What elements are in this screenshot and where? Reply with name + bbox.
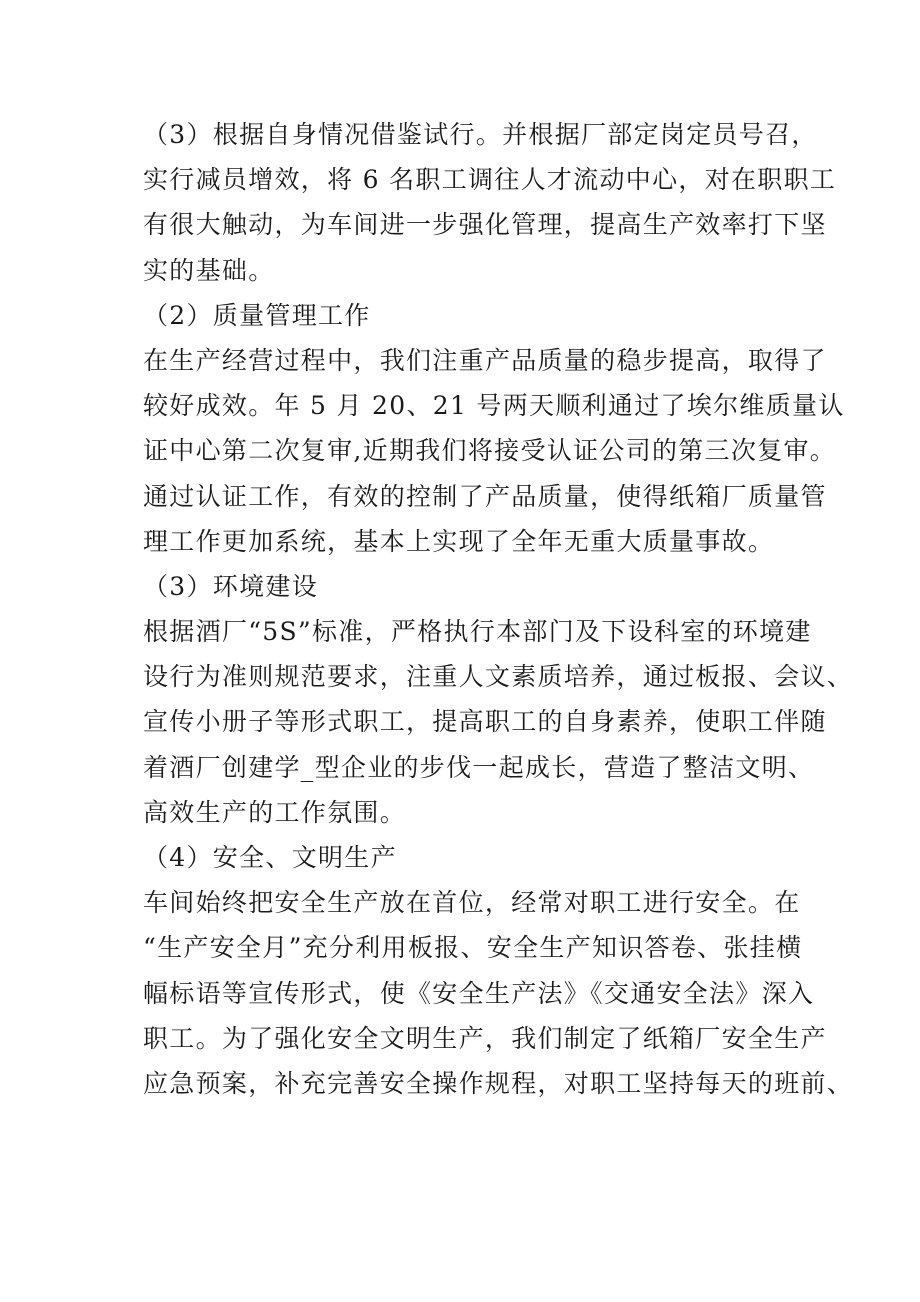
- text-line: 实的基础。: [143, 255, 275, 285]
- text-line: 根据酒厂“5S”标准，严格执行本部门及下设科室的环境建: [143, 617, 812, 647]
- text-line: 实行减员增效，将 6 名职工调往人才流动中心，对在职职工: [143, 165, 837, 195]
- text-line: 宣传小册子等形式职工，提高职工的自身素养，使职工伴随: [143, 707, 827, 737]
- text-line: （3）根据自身情况借鉴试行。并根据厂部定岗定员号召，: [143, 120, 818, 149]
- text-line: 设行为准则规范要求，注重人文素质培养，通过板报、会议、: [143, 662, 854, 692]
- text-line: 着酒厂创建学_型企业的步伐一起成长，营造了整洁文明、: [143, 752, 815, 782]
- text-line: 应急预案，补充完善安全操作规程，对职工坚持每天的班前、: [143, 1068, 854, 1098]
- text-line: 职工。为了强化安全文明生产，我们制定了纸箱厂安全生产: [143, 1023, 827, 1053]
- text-line: 理工作更加系统，基本上实现了全年无重大质量事故。: [143, 526, 775, 556]
- text-line: 有很大触动，为车间进一步强化管理，提高生产效率打下坚: [143, 210, 827, 240]
- text-line: 车间始终把安全生产放在首位，经常对职工进行安全。在: [143, 888, 801, 918]
- text-line: 幅标语等宣传形式，使《安全生产法》《交通安全法》深入: [143, 978, 815, 1008]
- text-line: 证中心第二次复审,近期我们将接受认证公司的第三次复审。: [143, 436, 837, 466]
- text-line: “生产安全月”充分利用板报、安全生产知识答卷、张挂横: [143, 933, 803, 963]
- body-text: [143, 112, 854, 1106]
- section-heading: （2）质量管理工作: [143, 300, 371, 330]
- text-line: 较好成效。年 5 月 20、21 号两天顺利通过了埃尔维质量认: [143, 391, 845, 421]
- section-heading: （3）环境建设: [143, 571, 319, 601]
- text-line: 高效生产的工作氛围。: [143, 797, 407, 827]
- section-heading: （4）安全、文明生产: [143, 843, 397, 872]
- text-line: 在生产经营过程中，我们注重产品质量的稳步提高，取得了: [143, 345, 827, 375]
- text-line: 通过认证工作，有效的控制了产品质量，使得纸箱厂质量管: [143, 481, 827, 511]
